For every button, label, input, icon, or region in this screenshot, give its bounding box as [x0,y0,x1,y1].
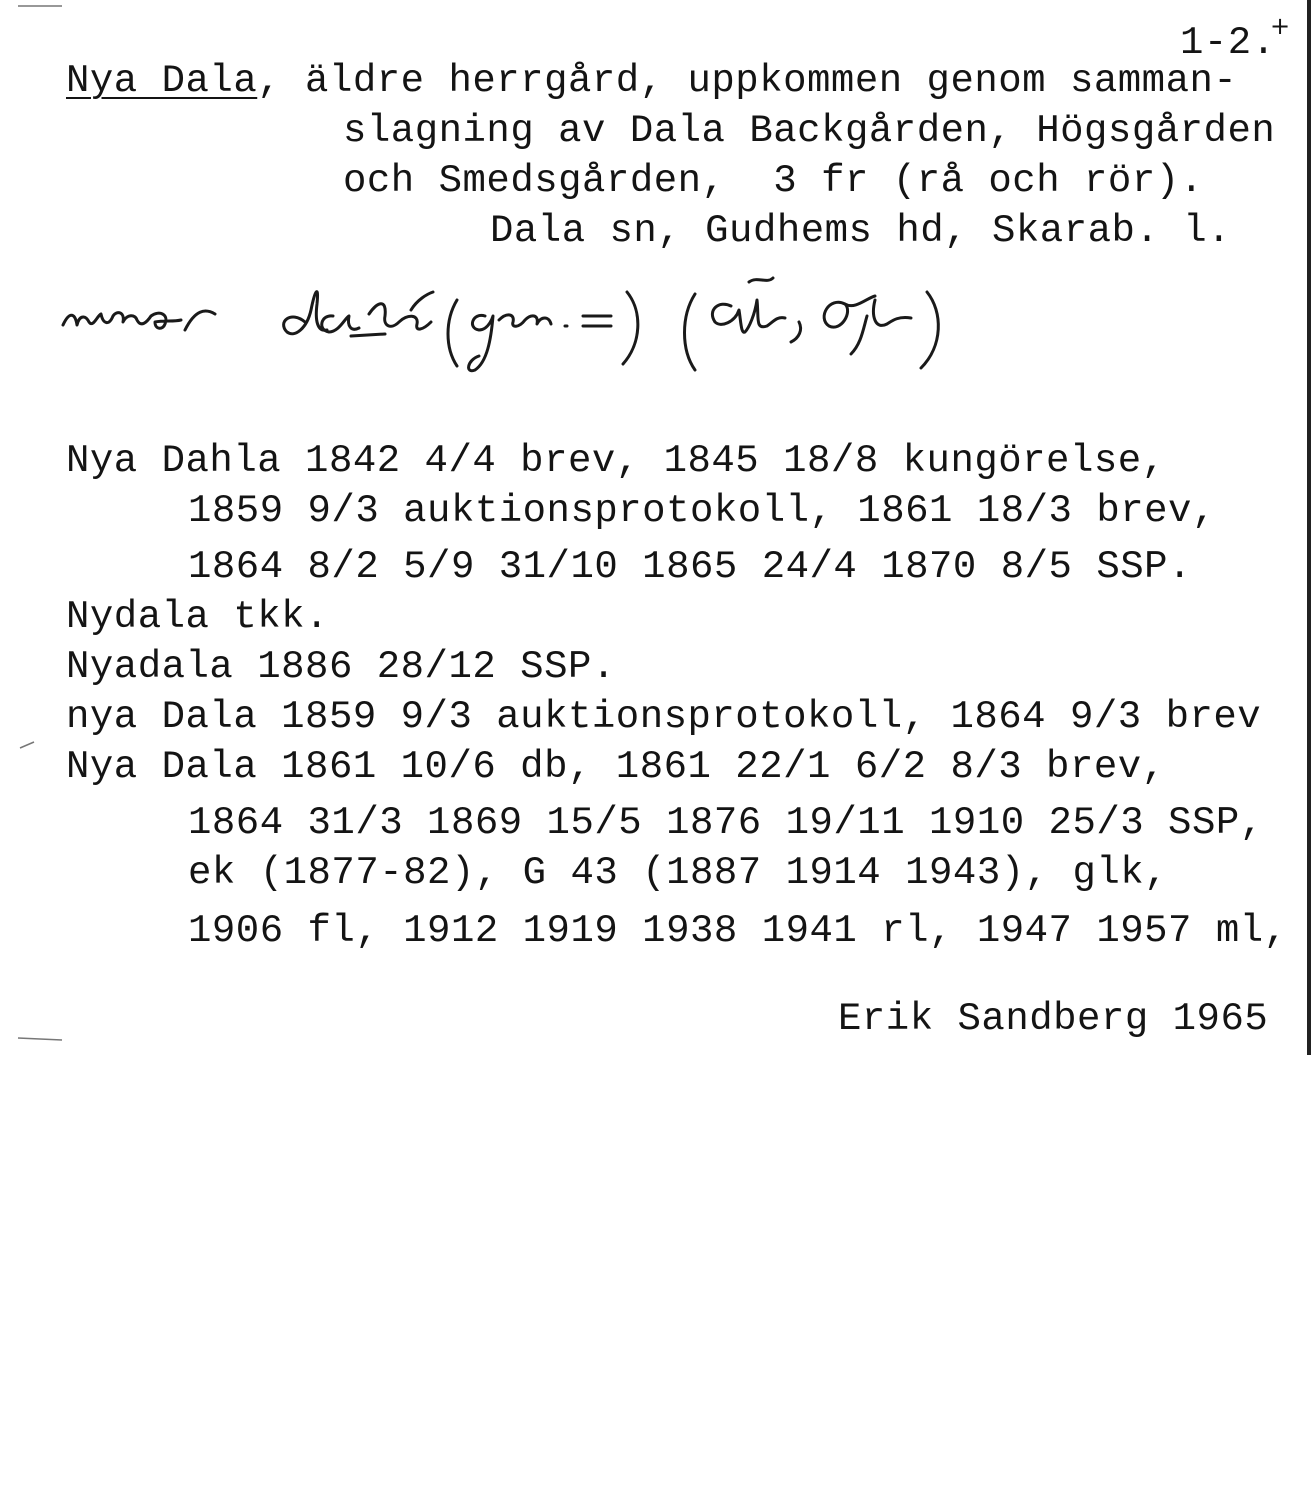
handwritten-phonetic [55,270,1175,390]
entry-line-6: nya Dala 1859 9/3 auktionsprotokoll, 1864 9/3 brev [66,695,1262,739]
entry-line-7: Nya Dala 1861 10/6 db, 1861 22/1 6/2 8/3 brev, [66,745,1166,789]
header-line-2: slagning av Dala Backgården, Högsgården [343,109,1276,153]
header-line-3: och Smedsgården, 3 fr (rå och rör). [343,159,1204,203]
entry-line-5: Nyadala 1886 28/12 SSP. [66,645,616,689]
entry-line-8: 1864 31/3 1869 15/5 1876 19/11 1910 25/3 SSP, [188,801,1264,845]
header-line-4: Dala sn, Gudhems hd, Skarab. l. [490,209,1232,253]
place-name: Nya Dala [66,59,258,103]
card-number: 1-2. [1180,21,1276,65]
header-line-1 [66,58,1237,104]
card-right-edge [1307,0,1311,1055]
entry-line-4: Nydala tkk. [66,595,329,639]
entry-line-2: 1859 9/3 auktionsprotokoll, 1861 18/3 brev, [188,489,1216,533]
plus-mark-icon: + [1270,12,1291,40]
signature: Erik Sandberg 1965 [838,997,1269,1041]
entry-line-1: Nya Dahla 1842 4/4 brev, 1845 18/8 kungörelse, [66,439,1166,483]
header-line-1-rest: , äldre herrgård, uppkommen genom samman- [257,59,1238,103]
entry-line-3: 1864 8/2 5/9 31/10 1865 24/4 1870 8/5 SSP. [188,545,1192,589]
entry-line-9: ek (1877-82), G 43 (1887 1914 1943), glk, [188,851,1169,895]
entry-line-10: 1906 fl, 1912 1919 1938 1941 rl, 1947 1957 ml, [188,909,1288,953]
